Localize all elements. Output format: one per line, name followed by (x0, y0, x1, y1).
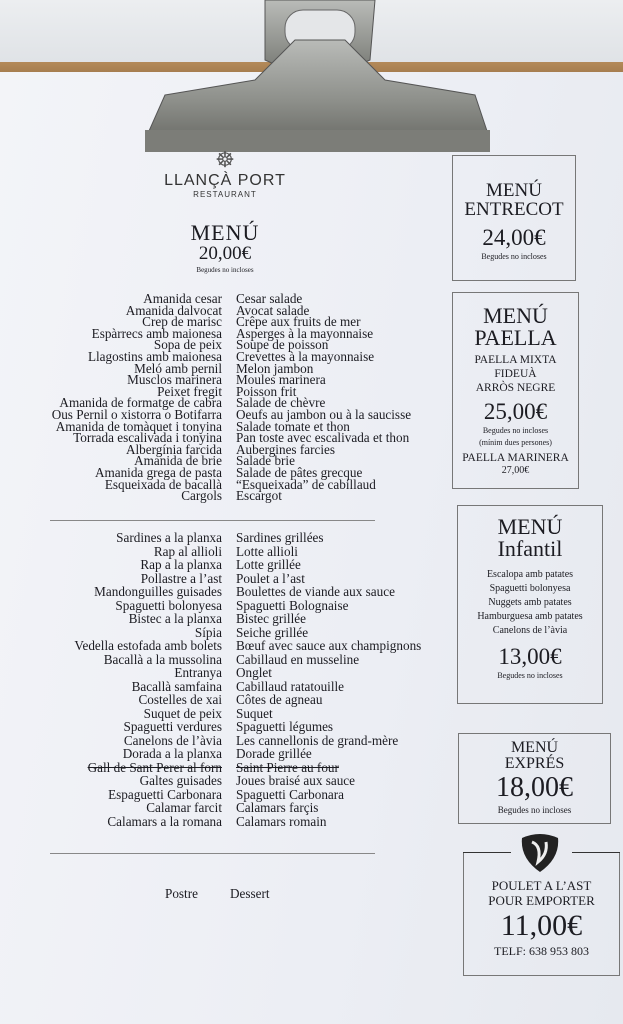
dish-name-french: Spaguetti légumes (236, 719, 334, 734)
paella-title: MENÚ (483, 303, 548, 328)
dish-name-french: Suquet (236, 705, 273, 721)
dish-name-french: Oeufs au jambon ou à la saucisse (236, 407, 412, 422)
dish-name-catalan: Suquet de peix (143, 705, 222, 721)
dish-name-catalan: Meló amb pernil (134, 360, 222, 376)
infantil-title-2: Infantil (497, 536, 563, 561)
dish-name-french: Escargot (236, 488, 282, 504)
dish-name-catalan: Llagostins amb maionesa (87, 349, 222, 364)
infantil-item: Canelons de l’àvia (492, 625, 568, 636)
poulet-line2: POUR EMPORTER (488, 893, 595, 908)
paella-marinera: PAELLA MARINERA (462, 452, 569, 464)
dish-name-catalan: Espaguetti Carbonara (108, 786, 222, 802)
dish-name-catalan: Amanida cesar (143, 291, 222, 306)
expres-note: Begudes no incloses (497, 805, 572, 815)
dish-name-catalan: Mandonguilles guisades (94, 584, 222, 599)
restaurant-name: LLANÇÀ PORT (164, 172, 286, 189)
entrecot-note: Begudes no incloses (481, 252, 547, 261)
menu-title: MENÚ (190, 220, 260, 245)
dish-name-french: Lotte allioli (236, 543, 298, 559)
dish-name-french: Salade de chèvre (236, 395, 326, 411)
dish-name-catalan: Rap a la planxa (140, 557, 222, 572)
entrecot-menu-box (452, 155, 576, 281)
entrecot-title-2: ENTRECOT (464, 199, 564, 220)
restaurant-subtitle: RESTAURANT (193, 190, 257, 199)
dish-name-catalan: Amanida de tomàquet i tonyina (55, 418, 222, 434)
infantil-item: Nuggets amb patates (488, 597, 572, 608)
dish-name-catalan: Peixet fregit (157, 383, 222, 399)
ship-wheel-icon: ☸ (215, 147, 235, 172)
expres-price: 18,00€ (496, 772, 573, 803)
dish-name-french: Boulettes de viande aux sauce (236, 584, 395, 599)
dish-name-french: Crevettes à la mayonnaise (236, 349, 375, 364)
menu-price: 20,00€ (198, 243, 252, 264)
dish-name-catalan: Crep de marisc (142, 314, 222, 330)
divider (50, 853, 375, 854)
dish-name-catalan: Amanida de brie (134, 453, 222, 469)
dish-name-french: Aubergines farcies (236, 441, 335, 457)
infantil-note: Begudes no incloses (497, 671, 563, 680)
paella-item: PAELLA MIXTA (474, 354, 557, 366)
dish-name-french: Moules marinera (236, 372, 326, 388)
dish-name-french: Salade de pâtes grecque (236, 465, 363, 480)
dessert-fr: Dessert (230, 886, 270, 901)
poulet-phone: TELF: 638 953 803 (494, 944, 589, 958)
dessert-ca: Postre (165, 886, 198, 901)
infantil-menu-box (457, 505, 603, 704)
dish-name-catalan: Canelons de l’àvia (123, 732, 222, 748)
paella-note: Begudes no incloses (482, 426, 549, 435)
dish-name-french: Salade tomate et thon (236, 418, 350, 434)
expres-menu-box (458, 733, 611, 824)
dish-name-french: Poulet a l’ast (236, 570, 305, 586)
dish-name-french: Cabillaud ratatouille (236, 678, 345, 694)
dish-name-catalan: Sardines a la planxa (116, 530, 222, 545)
dish-name-french: Melon jambon (236, 360, 314, 376)
dish-name-catalan: Vedella estofada amb bolets (74, 638, 222, 653)
paella-item: ARRÒS NEGRE (475, 382, 556, 394)
dish-name-catalan: Sopa de peix (153, 337, 222, 353)
infantil-item: Hamburguesa amb patates (477, 611, 583, 622)
dish-name-french: Bœuf avec sauce aux champignons (236, 638, 422, 653)
dish-name-french: Soupe de poisson (236, 337, 329, 353)
dish-name-catalan: Sípia (194, 624, 222, 640)
dish-name-french: “Esqueixada” de cabillaud (236, 476, 376, 492)
dish-name-french: Poisson frit (236, 383, 297, 399)
infantil-item: Escalopa amb patates (486, 569, 574, 580)
dish-name-french: Calamars farçis (236, 800, 319, 815)
dish-name-catalan: Amanida grega de pasta (94, 465, 222, 480)
dish-name-catalan: Ous Pernil o xistorra o Botifarra (51, 407, 222, 422)
dish-name-french: Spaguetti Carbonara (236, 786, 345, 802)
paella-menu-box (452, 292, 579, 489)
dish-name-catalan: Bacallà a la mussolina (103, 651, 222, 667)
dish-name-catalan: Amanida dalvocat (125, 302, 222, 318)
paella-title-2: PAELLA (474, 325, 557, 350)
paella-marinera-price: 27,00€ (501, 465, 530, 476)
dish-name-catalan: Torrada escalivada i tonyina (73, 430, 222, 446)
dish-name-french: Cesar salade (236, 291, 303, 306)
dish-name-french: Saint Pierre au four (236, 759, 339, 775)
dish-name-catalan: Galtes guisades (139, 773, 222, 788)
dish-name-french: Côtes de agneau (236, 692, 323, 707)
dish-name-french: Lotte grillée (236, 557, 301, 572)
clipboard-clip (145, 0, 490, 160)
dish-name-catalan: Pollastre a l’ast (140, 570, 222, 586)
dish-name-french: Asperges à la mayonnaise (236, 325, 374, 341)
dish-name-catalan: Musclos marinera (127, 372, 222, 388)
divider (463, 852, 511, 853)
dish-name-french: Bistec grillée (236, 611, 306, 626)
expres-title-2: EXPRÉS (504, 755, 565, 772)
divider (50, 520, 375, 521)
dish-name-catalan: Costelles de xai (138, 692, 222, 707)
dish-name-french: Les cannellonis de grand-mère (236, 732, 399, 748)
dish-name-french: Cabillaud en musseline (236, 651, 360, 667)
infantil-title: MENÚ (497, 514, 563, 539)
dish-name-catalan: Espàrrecs amb maionesa (91, 325, 222, 341)
dish-name-french: Pan toste avec escalivada et thon (236, 430, 410, 446)
expres-title: MENÚ (510, 739, 559, 756)
dish-name-catalan: Calamar farcit (146, 800, 222, 815)
dish-name-french: Onglet (236, 665, 272, 680)
dish-name-catalan: Esqueixada de bacallà (104, 476, 222, 492)
dish-name-catalan: Spaguetti bolonyesa (115, 597, 222, 613)
dish-name-catalan: Gall de Sant Perer al forn (87, 759, 222, 775)
menu-note: Begudes no incloses (196, 266, 254, 274)
dish-name-catalan: Dorada a la planxa (122, 746, 222, 761)
paella-min: (mínim dues persones) (479, 438, 552, 447)
entrecot-price: 24,00€ (482, 225, 546, 250)
restaurant-logo (160, 148, 290, 199)
dish-name-catalan: Spaguetti verdures (123, 719, 222, 734)
dish-name-catalan: Albergínia farcida (125, 441, 222, 457)
dish-name-french: Joues braisé aux sauce (236, 773, 356, 788)
poulet-line1: POULET A L’AST (491, 878, 592, 893)
paella-price: 25,00€ (483, 399, 548, 424)
poulet-box (463, 852, 620, 976)
dish-name-french: Avocat salade (236, 302, 310, 318)
dish-name-french: Seiche grillée (236, 624, 309, 640)
dish-name-catalan: Cargols (181, 488, 222, 504)
dish-name-catalan: Bistec a la planxa (128, 611, 222, 626)
entrecot-title: MENÚ (486, 180, 542, 201)
dish-name-catalan: Bacallà samfaina (131, 678, 222, 694)
infantil-price: 13,00€ (498, 644, 562, 669)
divider (572, 852, 620, 853)
dish-name-catalan: Amanida de formatge de cabra (59, 395, 222, 411)
dish-name-catalan: Rap al allioli (153, 543, 222, 559)
poulet-price: 11,00€ (500, 909, 583, 942)
dish-name-french: Spaguetti Bolognaise (236, 597, 349, 613)
paella-item: FIDEUÀ (494, 368, 537, 380)
dish-name-french: Calamars romain (236, 813, 327, 829)
dish-name-french: Dorade grillée (236, 746, 312, 761)
dish-name-catalan: Calamars a la romana (107, 813, 222, 829)
dish-name-french: Crêpe aux fruits de mer (236, 314, 361, 330)
dish-name-french: Salade brie (236, 453, 295, 469)
dish-name-catalan: Entranya (174, 665, 222, 680)
infantil-item: Spaguetti bolonyesa (489, 583, 571, 594)
dish-name-french: Sardines grillées (236, 530, 324, 545)
